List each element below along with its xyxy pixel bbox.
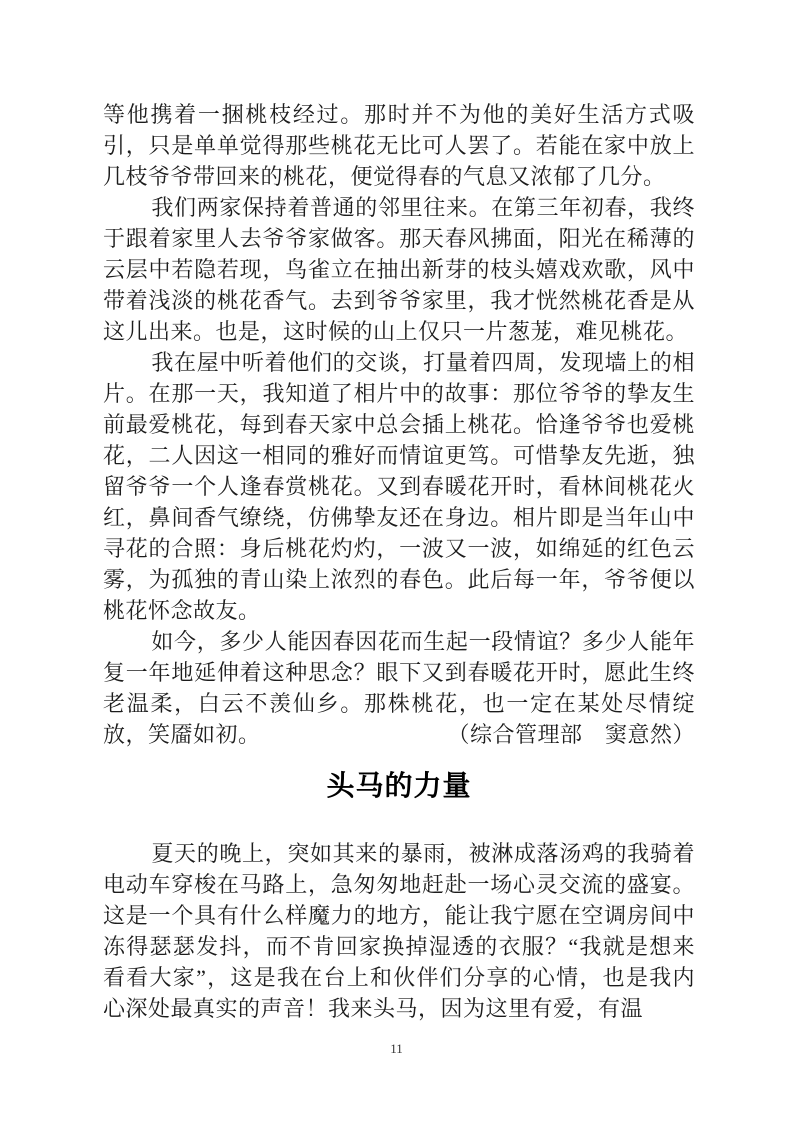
paragraph: 夏天的晚上，突如其来的暴雨，被淋成落汤鸡的我骑着电动车穿梭在马路上，急匆匆地赶赴一场心灵交流的盛宴。这是一个具有什么样魔力的地方，能让我宁愿在空调房间中冻得瑟瑟发抖，而不肯回家换掉湿透的衣服？“我就是想来看看大家”，这是我在台上和伙伴们分享的心情，也是我内心深处最真实的声音！我来头马，因为这里有爱，有温 xyxy=(103,841,695,1021)
paragraph: 我们两家保持着普通的邻里往来。在第三年初春，我终于跟着家里人去爷爷家做客。那天春风拂面，阳光在稀薄的云层中若隐若现，鸟雀立在抽出新芽的枝头嬉戏欢歌，风中带着浅淡的桃花香气。去到爷爷家里，我才恍然桃花香是从这儿出来。也是，这时候的山上仅只一片葱茏，难见桃花。 xyxy=(103,195,695,344)
paragraph-text: 如今，多少人能因春因花而生起一段情谊？多少人能年复一年地延伸着这种思念？眼下又到春暖花开时，愿此生终老温柔，白云不羡仙乡。那株桃花，也一定在某处尽情绽放，笑靥如初。 xyxy=(103,629,695,747)
article-title: 头马的力量 xyxy=(326,770,472,801)
paragraph-continuation: 等他携着一捆桃枝经过。那时并不为他的美好生活方式吸引，只是单单觉得那些桃花无比可人罢了。若能在家中放上几枝爷爷带回来的桃花，便觉得春的气息又浓郁了几分。 xyxy=(103,102,695,189)
page-content xyxy=(103,99,695,1024)
paragraph-with-attribution xyxy=(103,626,695,750)
page-number: 11 xyxy=(390,1041,403,1056)
author-attribution: （综合管理部 窦意然） xyxy=(447,722,695,747)
paragraph: 我在屋中听着他们的交谈，打量着四周，发现墙上的相片。在那一天，我知道了相片中的故事：那位爷爷的挚友生前最爱桃花，每到春天家中总会插上桃花。恰逢爷爷也爱桃花，二人因这一相同的雅好而情谊更笃。可惜挚友先逝，独留爷爷一个人逢春赏桃花。又到春暖花开时，看林间桃花火红，鼻间香气缭绕，仿佛挚友还在身边。相片即是当年山中寻花的合照：身后桃花灼灼，一波又一波，如绵延的红色云雾，为孤独的青山染上浓烈的春色。此后每一年，爷爷便以桃花怀念故友。 xyxy=(103,350,695,623)
